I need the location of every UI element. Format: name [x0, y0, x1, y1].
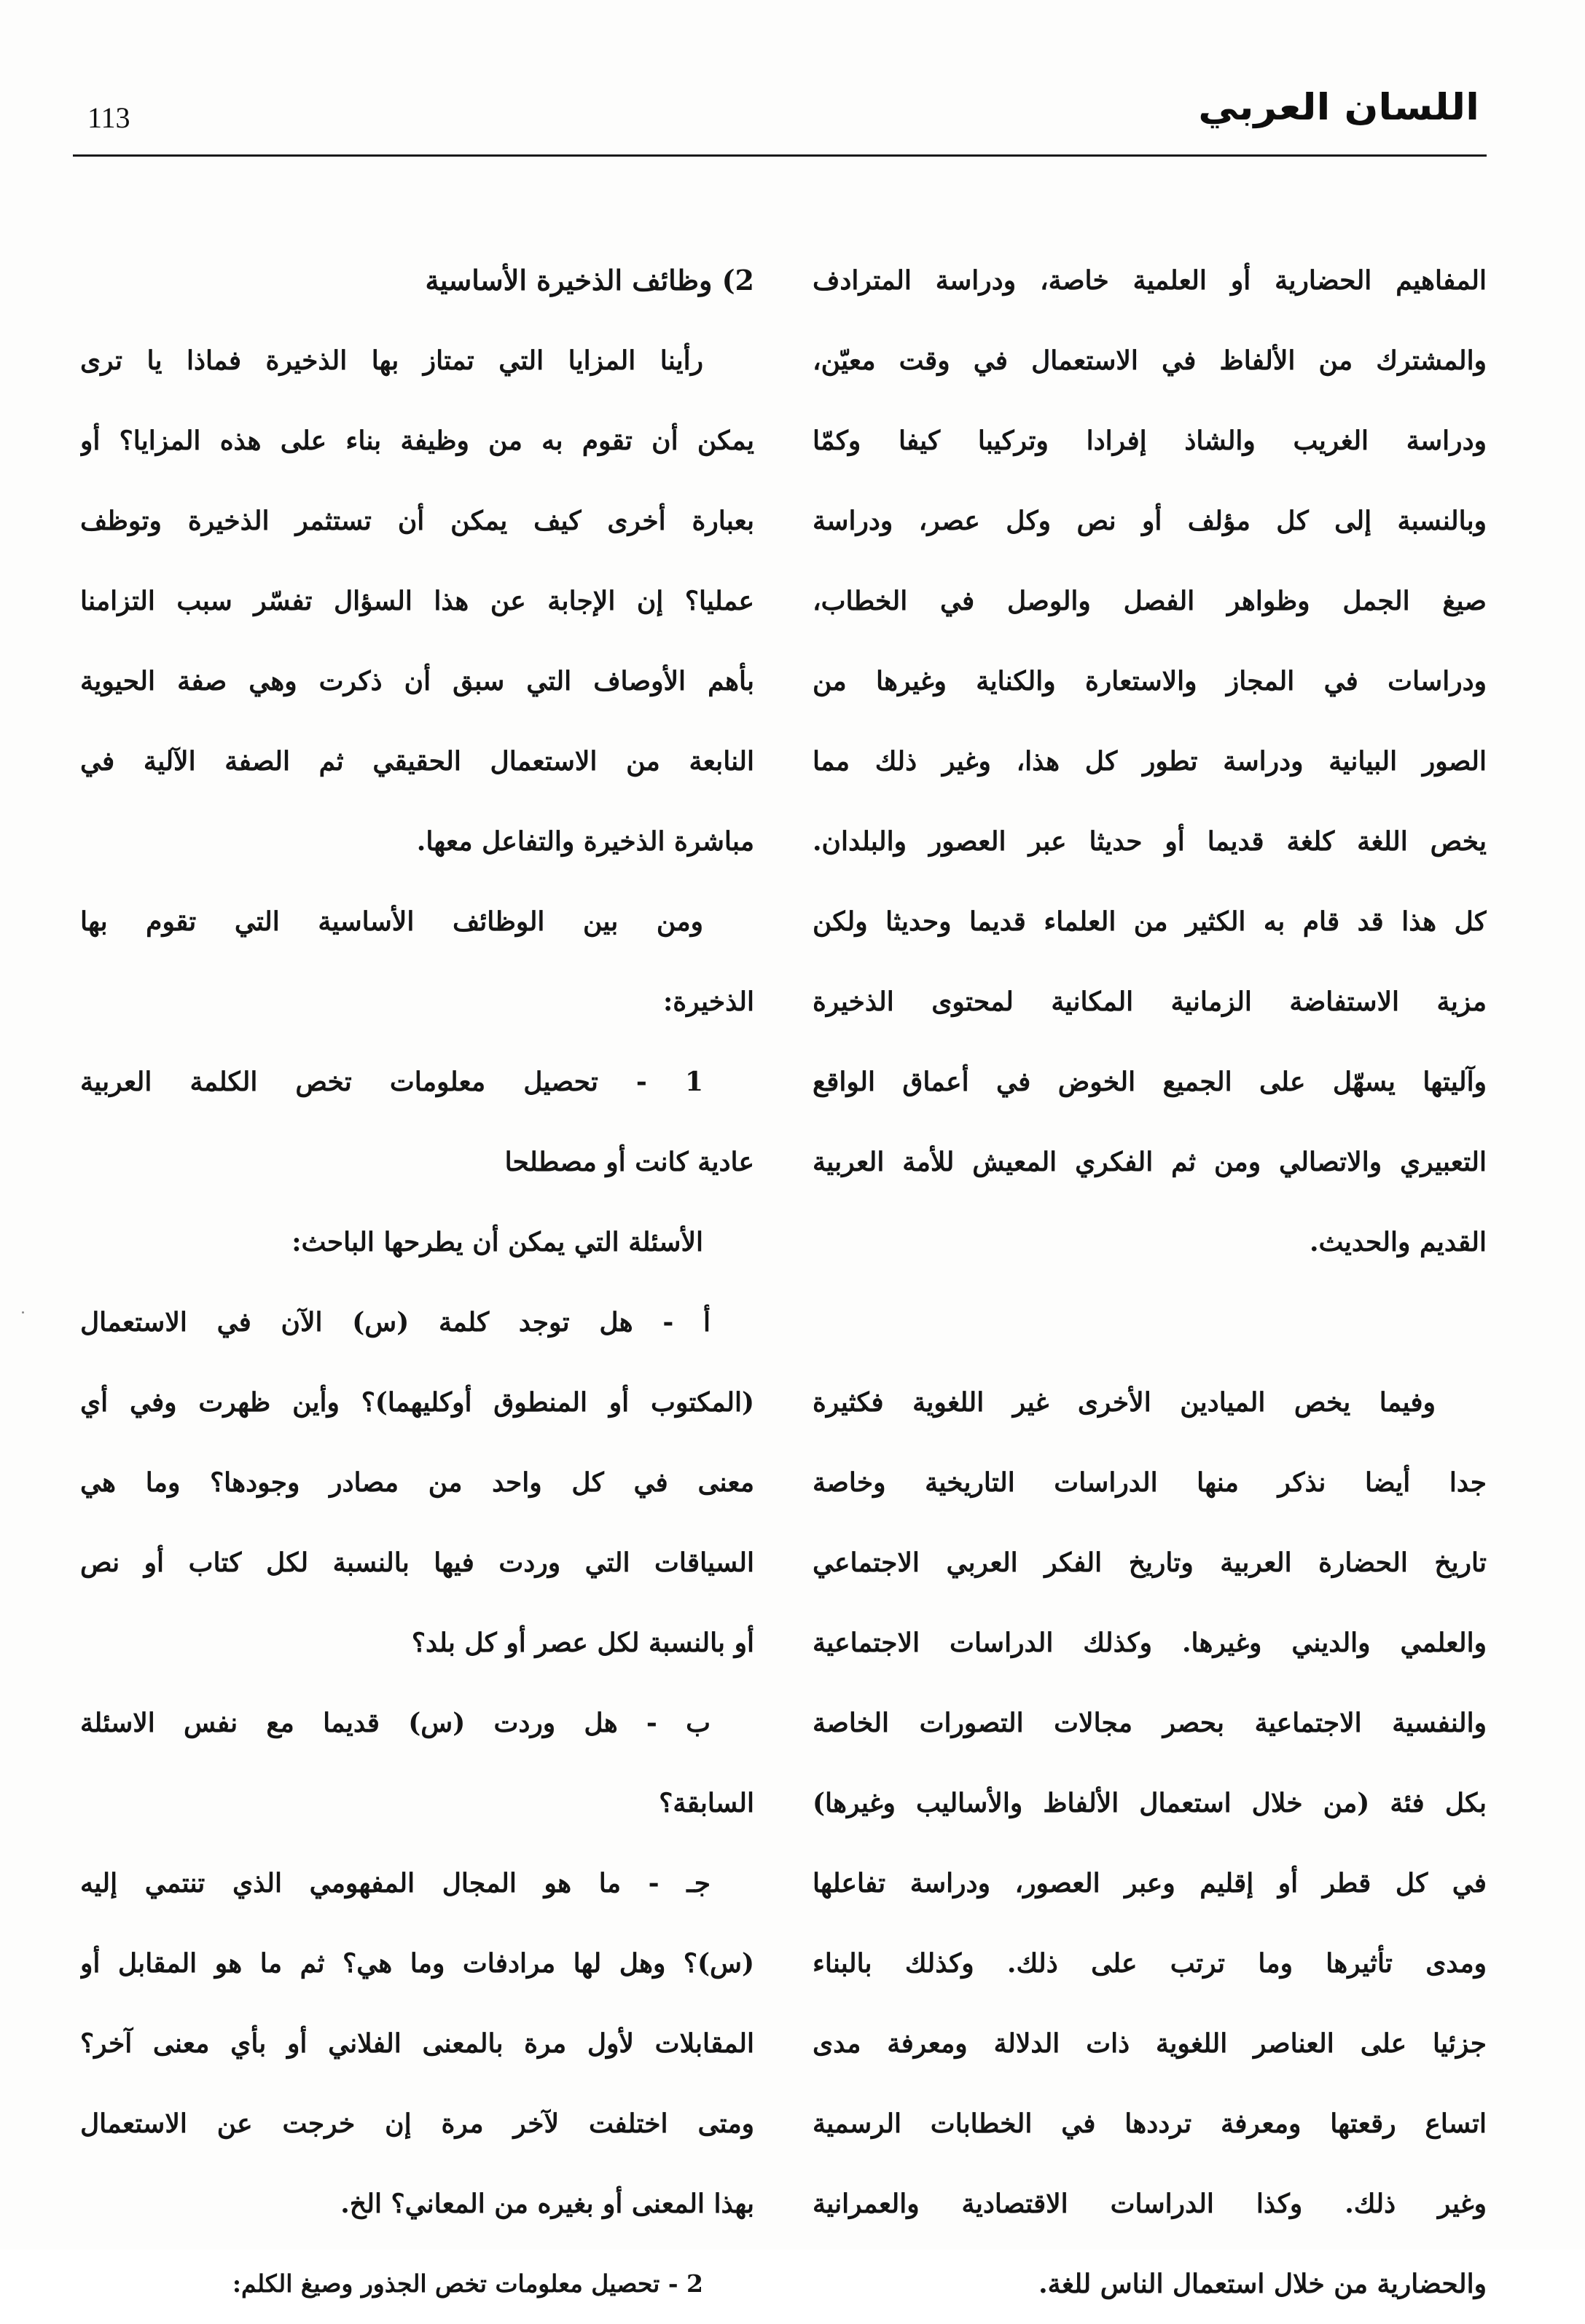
left-column: [80, 240, 754, 2324]
paragraph-line: كل هذا قد قام به الكثير من العلماء قديما وحديثا ولكن: [813, 906, 1487, 937]
journal-logo: اللسان العربي: [1198, 86, 1479, 128]
paragraph-line: معنى في كل واحد من مصادر وجودها؟ وما هي: [80, 1467, 754, 1498]
paragraph-line: وفيما يخص الميادين الأخرى غير اللغوية فكثيرة: [813, 1387, 1436, 1418]
paragraph-line: جزئيا على العناصر اللغوية ذات الدلالة ومعرفة مدى: [813, 2028, 1487, 2059]
paragraph-line: يمكن أن تقوم به من وظيفة بناء على هذه المزايا؟ أو: [80, 425, 754, 456]
paragraph-line: مباشرة الذخيرة والتفاعل معها.: [416, 826, 754, 857]
paragraph-line: ومدى تأثيرها وما ترتب على ذلك. وكذلك بالبناء: [813, 1948, 1487, 1979]
paragraph-line: وآليتها يسهّل على الجميع الخوض في أعماق الواقع: [813, 1067, 1487, 1097]
header-divider: [73, 154, 1487, 157]
list-item-line: جـ - ما هو المجال المفهومي الذي تنتمي إليه: [80, 1868, 711, 1899]
paragraph-line: النابعة من الاستعمال الحقيقي ثم الصفة الآلية في: [80, 746, 754, 777]
paragraph-line: اتساع رقعتها ومعرفة ترددها في الخطابات الرسمية: [813, 2108, 1487, 2139]
paragraph-line: عادية كانت أو مصطلحا: [504, 1147, 754, 1177]
paragraph-line: الأسئلة التي يمكن أن يطرحها الباحث:: [291, 1227, 703, 1257]
paragraph-line: بهذا المعنى أو بغيره من المعاني؟ الخ.: [340, 2188, 754, 2219]
paragraph-line: ومن بين الوظائف الأساسية التي تقوم بها: [80, 906, 703, 937]
paragraph-line: المفاهيم الحضارية أو العلمية خاصة، ودراسة المترادف: [813, 265, 1487, 296]
paragraph-line: وغير ذلك. وكذا الدراسات الاقتصادية والعمرانية: [813, 2188, 1487, 2219]
list-item-title: 1 - تحصيل معلومات تخص الكلمة العربية: [80, 1067, 703, 1097]
paragraph-line: السابقة؟: [659, 1788, 754, 1818]
paragraph-line: والمشترك من الألفاظ في الاستعمال في وقت معيّن،: [813, 345, 1487, 376]
paragraph-line: الذخيرة:: [663, 986, 754, 1017]
paragraph-line: التعبيري والاتصالي ومن ثم الفكري المعيش للأمة العربية: [813, 1147, 1487, 1177]
paragraph-line: بعبارة أخرى كيف يمكن أن تستثمر الذخيرة وتوظف: [80, 506, 754, 536]
paragraph-line: الصور البيانية ودراسة تطور كل هذا، وغير ذلك مما: [813, 746, 1487, 777]
list-item-line: ب - هل وردت (س) قديما مع نفس الاسئلة: [80, 1708, 711, 1738]
list-item-title: 2 - تحصيل معلومات تخص الجذور وصيغ الكلم:: [232, 2269, 703, 2298]
paragraph-line: والعلمي والديني وغيرها. وكذلك الدراسات الاجتماعية: [813, 1628, 1487, 1658]
paragraph-line: في كل قطر أو إقليم وعبر العصور، ودراسة تفاعلها: [813, 1868, 1487, 1899]
page-number: 113: [87, 101, 130, 134]
paragraph-line: يخص اللغة كلغة قديما أو حديثا عبر العصور والبلدان.: [813, 826, 1487, 857]
section-heading: 2) وظائف الذخيرة الأساسية: [425, 264, 754, 297]
paragraph-line: أو بالنسبة لكل عصر أو كل بلد؟: [411, 1628, 754, 1658]
scan-speck: [22, 1311, 24, 1314]
paragraph-line: ومتى اختلفت لآخر مرة إن خرجت عن الاستعمال: [80, 2108, 754, 2139]
paragraph-line: ودراسة الغريب والشاذ إفرادا وتركيبا كيفا وكمّا: [813, 425, 1487, 456]
paragraph-line: رأينا المزايا التي تمتاز بها الذخيرة فماذا يا ترى: [80, 345, 703, 376]
list-item-line: أ - هل توجد كلمة (س) الآن في الاستعمال: [80, 1307, 711, 1338]
paragraph-line: القديم والحديث.: [1310, 1227, 1487, 1257]
paragraph-line: وبالنسبة إلى كل مؤلف أو نص وكل عصر، ودراسة: [813, 506, 1487, 536]
paragraph-line: (س)؟ وهل لها مرادفات وما هي؟ ثم ما هو المقابل أو: [80, 1948, 754, 1979]
paragraph-line: ودراسات في المجاز والاستعارة والكناية وغيرها من: [813, 666, 1487, 696]
paragraph-line: مزية الاستفاضة الزمانية المكانية لمحتوى الذخيرة: [813, 986, 1487, 1017]
paragraph-gap: [813, 1282, 1487, 1362]
paragraph-line: السياقات التي وردت فيها بالنسبة لكل كتاب أو نص: [80, 1547, 754, 1578]
right-column: [813, 240, 1487, 2324]
paragraph-line: (المكتوب أو المنطوق أوكليهما)؟ وأين ظهرت وفي أي: [80, 1387, 754, 1418]
paragraph-line: والحضارية من خلال استعمال الناس للغة.: [1038, 2269, 1487, 2299]
paragraph-line: المقابلات لأول مرة بالمعنى الفلاني أو بأي معنى آخر؟: [80, 2028, 754, 2059]
paragraph-line: صيغ الجمل وظواهر الفصل والوصل في الخطاب،: [813, 586, 1487, 616]
paragraph-line: بكل فئة (من خلال استعمال الألفاظ والأساليب وغيرها): [813, 1788, 1487, 1818]
paragraph-line: عمليا؟ إن الإجابة عن هذا السؤال تفسّر سبب التزامنا: [80, 586, 754, 616]
paragraph-line: جدا أيضا نذكر منها الدراسات التاريخية وخاصة: [813, 1467, 1487, 1498]
paragraph-line: تاريخ الحضارة العربية وتاريخ الفكر العربي الاجتماعي: [813, 1547, 1487, 1578]
paragraph-line: والنفسية الاجتماعية بحصر مجالات التصورات الخاصة: [813, 1708, 1487, 1738]
paragraph-line: بأهم الأوصاف التي سبق أن ذكرت وهي صفة الحيوية: [80, 666, 754, 696]
